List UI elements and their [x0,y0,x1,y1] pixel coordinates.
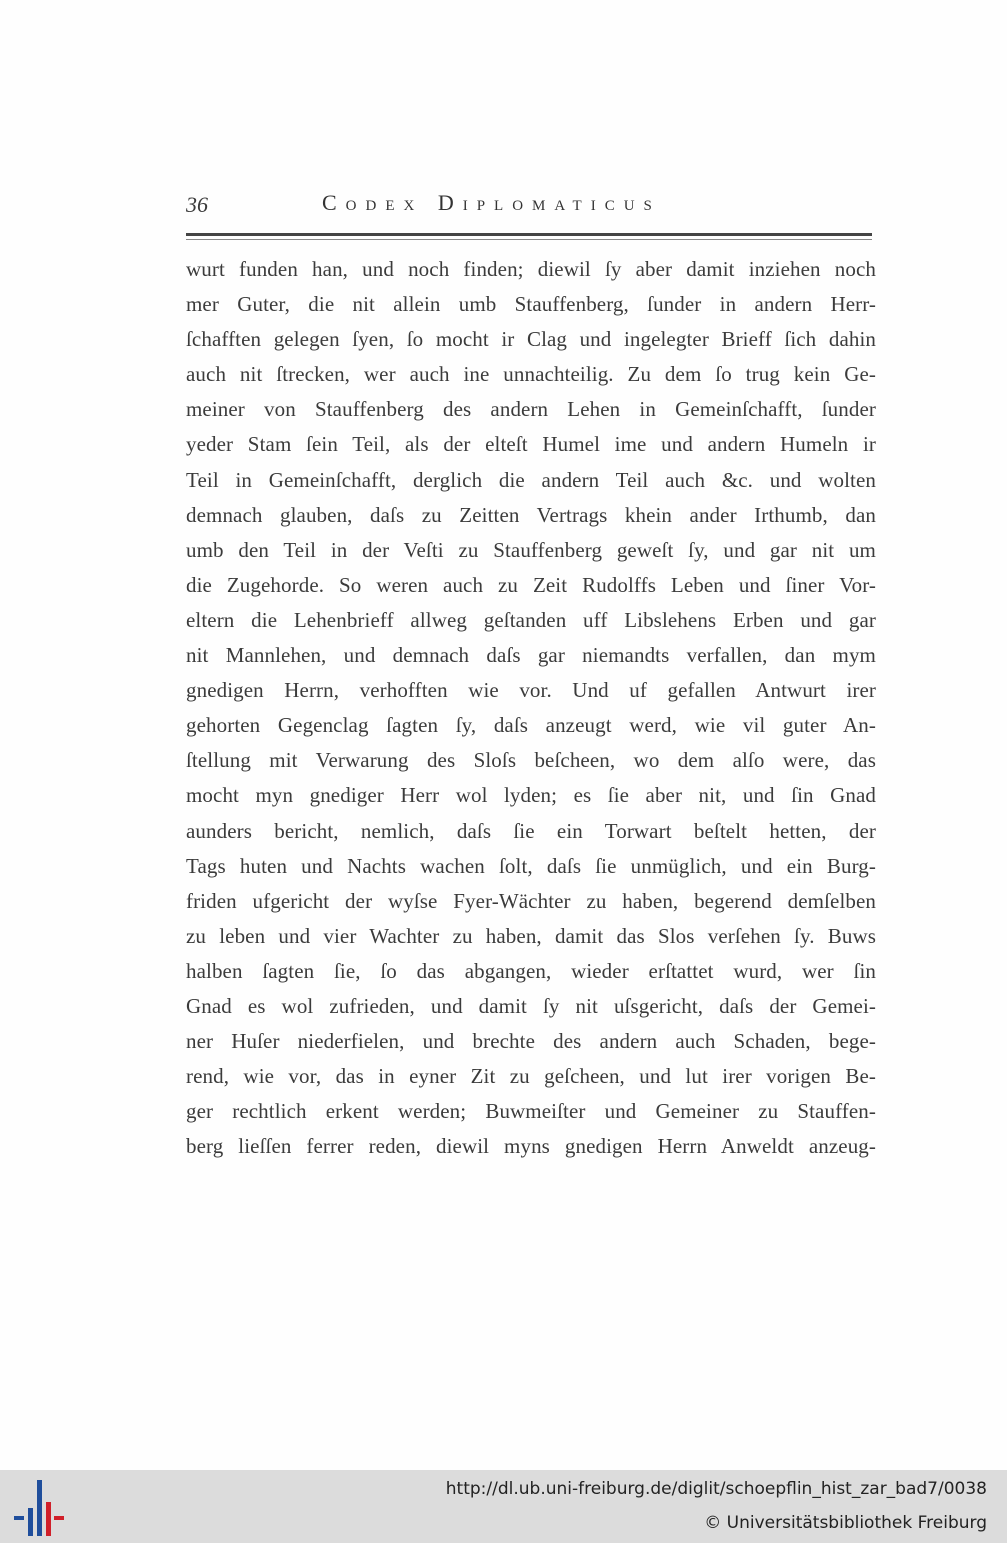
text-line: Tags huten und Nachts wachen ſolt, daſs ſie unmüglich, und ein Burg- [186,853,876,878]
page-number: 36 [186,192,208,217]
text-line: aunders bericht, nemlich, daſs ſie ein Torwart beſtelt hetten, der [186,818,876,843]
text-line: zu leben und vier Wachter zu haben, damit das Slos verſehen ſy. Buws [186,923,876,948]
text-line: ger rechtlich erkent werden; Buwmeiſter und Gemeiner zu Stauffen- [186,1099,876,1124]
text-line: yeder Stam ſein Teil, als der elteſt Humel ime und andern Humeln ir [186,432,876,457]
text-line: Teil in Gemeinſchafft, derglich die andern Teil auch &c. und wolten [186,467,876,492]
text-line: demnach glauben, daſs zu Zeitten Vertrags khein ander Irthumb, dan [186,502,876,527]
text-line: gehorten Gegenclag ſagten ſy, daſs anzeugt werd, wie vil guter An- [186,713,876,738]
text-line: ſchafften gelegen ſyen, ſo mocht ir Clag und ingelegter Brieff ſich dahin [186,327,876,352]
body-text [186,252,876,1164]
text-line: friden ufgericht der wyſse Fyer-Wächter zu haben, begerend demſelben [186,888,876,913]
text-line: nit Mannlehen, und demnach daſs gar niemandts verfallen, dan mym [186,643,876,668]
text-line: gnedigen Herrn, verhofften wie vor. Und uf gefallen Antwurt irer [186,678,876,703]
text-line: auch nit ſtrecken, wer auch ine unnachteilig. Zu dem ſo trug kein Ge- [186,362,876,387]
text-line: berg lieſſen ferrer reden, diewil myns gnedigen Herrn Anweldt anzeug- [186,1134,876,1159]
text-line: mocht myn gnediger Herr wol lyden; es ſie aber nit, und ſin Gnad [186,783,876,808]
viewer-footer [0,1470,1007,1543]
text-line: die Zugehorde. So weren auch zu Zeit Rudolffs Leben und ſiner Vor- [186,572,876,597]
header-rule-thin [186,239,872,240]
text-line: wurt funden han, und noch finden; diewil ſy aber damit inziehen noch [186,257,876,281]
text-line: Gnad es wol zufrieden, und damit ſy nit uſsgericht, daſs der Gemei- [186,993,876,1018]
copyright-notice: © Universitätsbibliothek Freiburg [704,1513,987,1533]
text-line: umb den Teil in der Veſti zu Stauffenberg geweſt ſy, und gar nit um [186,537,876,562]
text-line: ner Huſer niederfielen, und brechte des andern auch Schaden, bege- [186,1029,876,1054]
text-line: rend, wie vor, das in eyner Zit zu geſcheen, und lut irer vorigen Be- [186,1064,876,1089]
page-header [186,188,872,224]
text-line: mer Guter, die nit allein umb Stauffenberg, ſunder in andern Herr- [186,292,876,317]
permalink-url[interactable]: http://dl.ub.uni-freiburg.de/diglit/schoepflin_hist_zar_bad7/0038 [445,1479,987,1499]
running-title: Codex Diplomaticus [322,190,661,215]
text-line: eltern die Lehenbrieff allweg geſtanden uff Libslehens Erben und gar [186,607,876,632]
ub-freiburg-logo [14,1480,64,1536]
text-line: ſtellung mit Verwarung des Sloſs beſcheen, wo dem alſo were, das [186,748,876,773]
header-rule-thick [186,233,872,236]
text-line: halben ſagten ſie, ſo das abgangen, wieder erſtattet wurd, wer ſin [186,958,876,983]
text-line: meiner von Stauffenberg des andern Lehen in Gemeinſchafft, ſunder [186,397,876,422]
